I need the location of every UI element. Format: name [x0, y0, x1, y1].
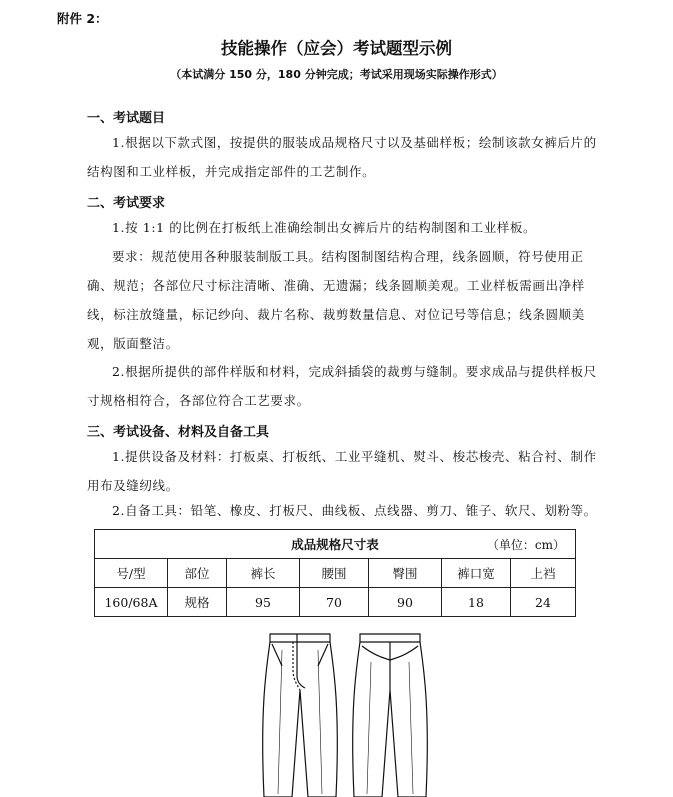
data-cell: 18 — [442, 588, 511, 617]
paragraph-text: 1.提供设备及材料：打板桌、打板纸、工业平缝机、熨斗、梭芯梭壳、粘合衬、制作用布及缝纫线。 — [87, 449, 597, 493]
spec-table-caption-cell — [95, 530, 576, 559]
spec-table-row — [95, 588, 576, 617]
paragraph-text: 2.自备工具：铅笔、橡皮、打板尺、曲线板、点线器、剪刀、锥子、软尺、划粉等。 — [112, 503, 597, 518]
page-subtitle: （本试满分 150 分，180 分钟完成；考试采用现场实际操作形式） — [170, 68, 503, 81]
pants-style-illustration — [250, 630, 450, 797]
paragraph-text: 1.根据以下款式图，按提供的服装成品规格尺寸以及基础样板；绘制该款女裤后片的结构图和工业样板，并完成指定部件的工艺制作。 — [87, 135, 597, 179]
data-cell: 95 — [227, 588, 300, 617]
data-cell: 160/68A — [95, 588, 168, 617]
page-title: 技能操作（应会）考试题型示例 — [221, 39, 452, 58]
section-heading-1: 一、考试题目 — [87, 111, 166, 126]
section-heading-2: 二、考试要求 — [87, 196, 166, 211]
section-2-paragraph-2 — [87, 242, 609, 358]
data-cell: 70 — [300, 588, 369, 617]
section-heading-3: 三、考试设备、材料及自备工具 — [87, 425, 270, 440]
header-cell: 裤口宽 — [442, 559, 511, 588]
header-cell: 号/型 — [95, 559, 168, 588]
paragraph-text: 要求：规范使用各种服装制版工具。结构图制图结构合理，线条圆顺，符号使用正确、规范；各部位尺寸标注清晰、准确、无遗漏；线条圆顺美观。工业样板需画出净样线，标注放缝量，标记纱向、裁片名称、裁剪数量信息、对位记号等信息；线条圆顺美观，版面整洁。 — [87, 249, 585, 351]
spec-table-header-row — [95, 559, 576, 588]
data-cell: 规格 — [168, 588, 227, 617]
section-3-paragraph-1 — [87, 442, 609, 500]
data-cell: 90 — [369, 588, 442, 617]
header-cell: 臀围 — [369, 559, 442, 588]
header-cell: 裤长 — [227, 559, 300, 588]
spec-table-caption: 成品规格尺寸表 — [291, 537, 379, 552]
spec-table — [94, 529, 576, 617]
header-cell: 部位 — [168, 559, 227, 588]
section-2-paragraph-1 — [87, 213, 609, 242]
paragraph-text: 2.根据所提供的部件样版和材料，完成斜插袋的裁剪与缝制。要求成品与提供样板尺寸规格相符合，各部位符合工艺要求。 — [87, 364, 597, 408]
attachment-label: 附件 2： — [57, 11, 108, 26]
section-1-paragraph-1 — [87, 128, 609, 186]
data-cell: 24 — [511, 588, 576, 617]
pants-front-view — [263, 634, 338, 797]
pants-back-view — [353, 634, 428, 797]
header-cell: 腰围 — [300, 559, 369, 588]
paragraph-text: 1.按 1:1 的比例在打板纸上准确绘制出女裤后片的结构制图和工业样板。 — [112, 220, 537, 235]
spec-table-unit: （单位：cm） — [486, 538, 565, 552]
section-3-paragraph-2 — [87, 496, 609, 525]
section-2-paragraph-3 — [87, 357, 609, 415]
header-cell: 上裆 — [511, 559, 576, 588]
